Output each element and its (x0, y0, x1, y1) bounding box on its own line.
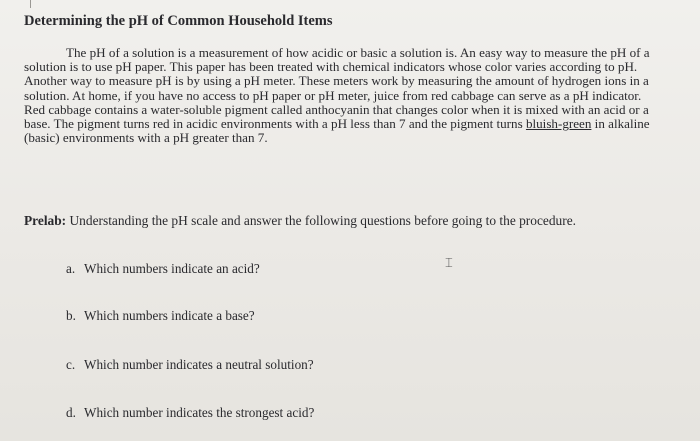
question-text: Which numbers indicate a base? (84, 308, 255, 323)
question-letter: a. (66, 261, 76, 276)
question-a (66, 261, 260, 277)
intro-underlined-text: bluish-green (525, 116, 592, 132)
text-cursor-icon: ⌶ (445, 256, 453, 271)
margin-mark (30, 0, 31, 8)
question-c (66, 357, 314, 373)
question-d (66, 405, 314, 421)
question-letter: d. (66, 405, 76, 420)
question-letter: b. (66, 308, 76, 323)
question-b (66, 308, 255, 324)
question-text: Which number indicates the strongest acid? (84, 405, 315, 420)
intro-text-before: The pH of a solution is a measurement of how acidic or basic a solution is. An easy way to measure the pH of a solution is to use pH paper. This paper has been treated with chemical indicators whose color varies according to pH. Another way to measure pH is by using a pH meter. These meters work by measuring the amount of hydrogen ions in a solution. At home, if you have no access to pH paper or pH meter, juice from red cabbage can serve as a pH indicator. Red cabbage contains a water-soluble pigment called anthocyanin that changes color when it is mixed with an acid or a base. The pigment turns red in acidic environments with a pH less than 7 and the pigment turns (24, 45, 650, 132)
intro-paragraph (24, 46, 664, 145)
question-letter: c. (66, 357, 76, 372)
intro-text-after: in alkaline (basic) environments with a pH greater than 7. (24, 116, 650, 146)
question-text: Which numbers indicate an acid? (84, 261, 260, 276)
page-title: Determining the pH of Common Household Items (24, 13, 333, 29)
question-text: Which number indicates a neutral solution? (84, 357, 314, 372)
prelab-text: Understanding the pH scale and answer the following questions before going to the procedure. (69, 213, 576, 228)
prelab-heading (24, 213, 576, 229)
prelab-label: Prelab: (24, 213, 67, 228)
